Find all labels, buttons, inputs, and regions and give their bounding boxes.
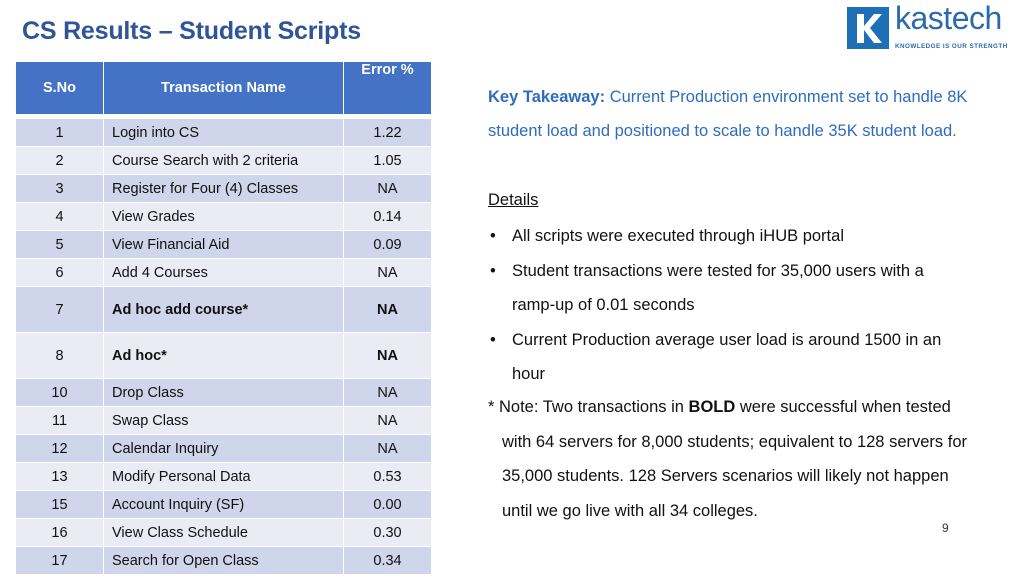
table-row xyxy=(16,147,432,175)
page-number: 9 xyxy=(942,521,949,535)
cell-error: 1.22 xyxy=(344,119,432,147)
details-heading: Details xyxy=(488,191,539,209)
cell-sno: 6 xyxy=(16,259,104,287)
cell-error: 0.00 xyxy=(344,491,432,519)
cell-error: 0.30 xyxy=(344,519,432,547)
header-transaction-name: Transaction Name xyxy=(104,62,344,115)
cell-transaction-name: Calendar Inquiry xyxy=(104,435,344,463)
bullet-icon: • xyxy=(490,261,496,280)
cell-transaction-name: Account Inquiry (SF) xyxy=(104,491,344,519)
bullet-text: Current Production average user load is around 1500 in an xyxy=(512,330,942,349)
footnote xyxy=(488,390,1008,528)
header-error-percent: Error % xyxy=(344,62,432,115)
cell-sno: 13 xyxy=(16,463,104,491)
cell-error: 0.53 xyxy=(344,463,432,491)
table-row xyxy=(16,379,432,407)
note-line2: with 64 servers for 8,000 students; equivalent to 128 servers for xyxy=(502,432,967,451)
cell-sno: 12 xyxy=(16,435,104,463)
key-takeaway-line1: Current Production environment set to handle 8K xyxy=(605,88,968,106)
cell-transaction-name: Ad hoc add course* xyxy=(104,287,344,333)
cell-transaction-name: View Class Schedule xyxy=(104,519,344,547)
cell-error: NA xyxy=(344,175,432,203)
cell-error: NA xyxy=(344,435,432,463)
bullet-text-cont: ramp-up of 0.01 seconds xyxy=(512,296,695,314)
cell-error: 0.09 xyxy=(344,231,432,259)
table-row xyxy=(16,407,432,435)
note-line4: until we go live with all 34 colleges. xyxy=(502,501,758,520)
cell-transaction-name: Course Search with 2 criteria xyxy=(104,147,344,175)
cell-sno: 15 xyxy=(16,491,104,519)
cell-sno: 17 xyxy=(16,547,104,575)
cell-error: NA xyxy=(344,333,432,379)
cell-sno: 11 xyxy=(16,407,104,435)
cell-error: NA xyxy=(344,379,432,407)
logo-name: kastech xyxy=(895,0,1002,36)
cell-transaction-name: Modify Personal Data xyxy=(104,463,344,491)
header-sno: S.No xyxy=(16,62,104,115)
cell-sno: 1 xyxy=(16,119,104,147)
bullet-text: All scripts were executed through iHUB portal xyxy=(512,227,844,245)
table-row xyxy=(16,333,432,379)
table-row xyxy=(16,547,432,575)
logo-tagline: KNOWLEDGE IS OUR STRENGTH xyxy=(895,43,1008,50)
table-row xyxy=(16,519,432,547)
cell-sno: 2 xyxy=(16,147,104,175)
key-takeaway-label: Key Takeaway: xyxy=(488,88,606,106)
list-item xyxy=(488,254,1008,323)
table-header-row xyxy=(16,62,432,115)
cell-sno: 3 xyxy=(16,175,104,203)
company-logo xyxy=(847,0,1009,54)
note-bold: BOLD xyxy=(688,398,736,416)
cell-transaction-name: Drop Class xyxy=(104,379,344,407)
cell-transaction-name: Ad hoc* xyxy=(104,333,344,379)
table-row xyxy=(16,491,432,519)
cell-sno: 10 xyxy=(16,379,104,407)
cell-sno: 8 xyxy=(16,333,104,379)
details-list xyxy=(488,219,1008,392)
cell-transaction-name: View Grades xyxy=(104,203,344,231)
cell-transaction-name: Login into CS xyxy=(104,119,344,147)
logo-k-icon xyxy=(847,7,889,49)
note-line3: 35,000 students. 128 Servers scenarios will likely not happen xyxy=(502,467,949,485)
cell-transaction-name: Search for Open Class xyxy=(104,547,344,575)
key-takeaway xyxy=(488,80,1013,148)
list-item xyxy=(488,219,1008,254)
cell-transaction-name: Register for Four (4) Classes xyxy=(104,175,344,203)
cell-sno: 4 xyxy=(16,203,104,231)
table-row xyxy=(16,175,432,203)
table-row xyxy=(16,203,432,231)
cell-error: 0.34 xyxy=(344,547,432,575)
bullet-icon: • xyxy=(490,330,496,349)
table-row xyxy=(16,119,432,147)
note-prefix: * Note: Two transactions in xyxy=(488,398,689,416)
cell-error: 0.14 xyxy=(344,203,432,231)
bullet-text-cont: hour xyxy=(512,365,546,383)
table-row xyxy=(16,287,432,333)
cell-sno: 7 xyxy=(16,287,104,333)
cell-sno: 5 xyxy=(16,231,104,259)
cell-error: 1.05 xyxy=(344,147,432,175)
cell-transaction-name: View Financial Aid xyxy=(104,231,344,259)
results-table xyxy=(15,61,432,575)
cell-error: NA xyxy=(344,287,432,333)
key-takeaway-line2: student load and positioned to scale to handle 35K student load. xyxy=(488,122,957,140)
table-row xyxy=(16,463,432,491)
cell-error: NA xyxy=(344,407,432,435)
table-row xyxy=(16,231,432,259)
cell-transaction-name: Add 4 Courses xyxy=(104,259,344,287)
cell-error: NA xyxy=(344,259,432,287)
bullet-icon: • xyxy=(490,227,496,245)
table-row xyxy=(16,435,432,463)
list-item xyxy=(488,323,1008,392)
bullet-text: Student transactions were tested for 35,000 users with a xyxy=(512,261,924,280)
cell-transaction-name: Swap Class xyxy=(104,407,344,435)
table-row xyxy=(16,259,432,287)
note-suffix: were successful when tested xyxy=(735,398,951,416)
page-title: CS Results – Student Scripts xyxy=(22,17,361,45)
cell-sno: 16 xyxy=(16,519,104,547)
